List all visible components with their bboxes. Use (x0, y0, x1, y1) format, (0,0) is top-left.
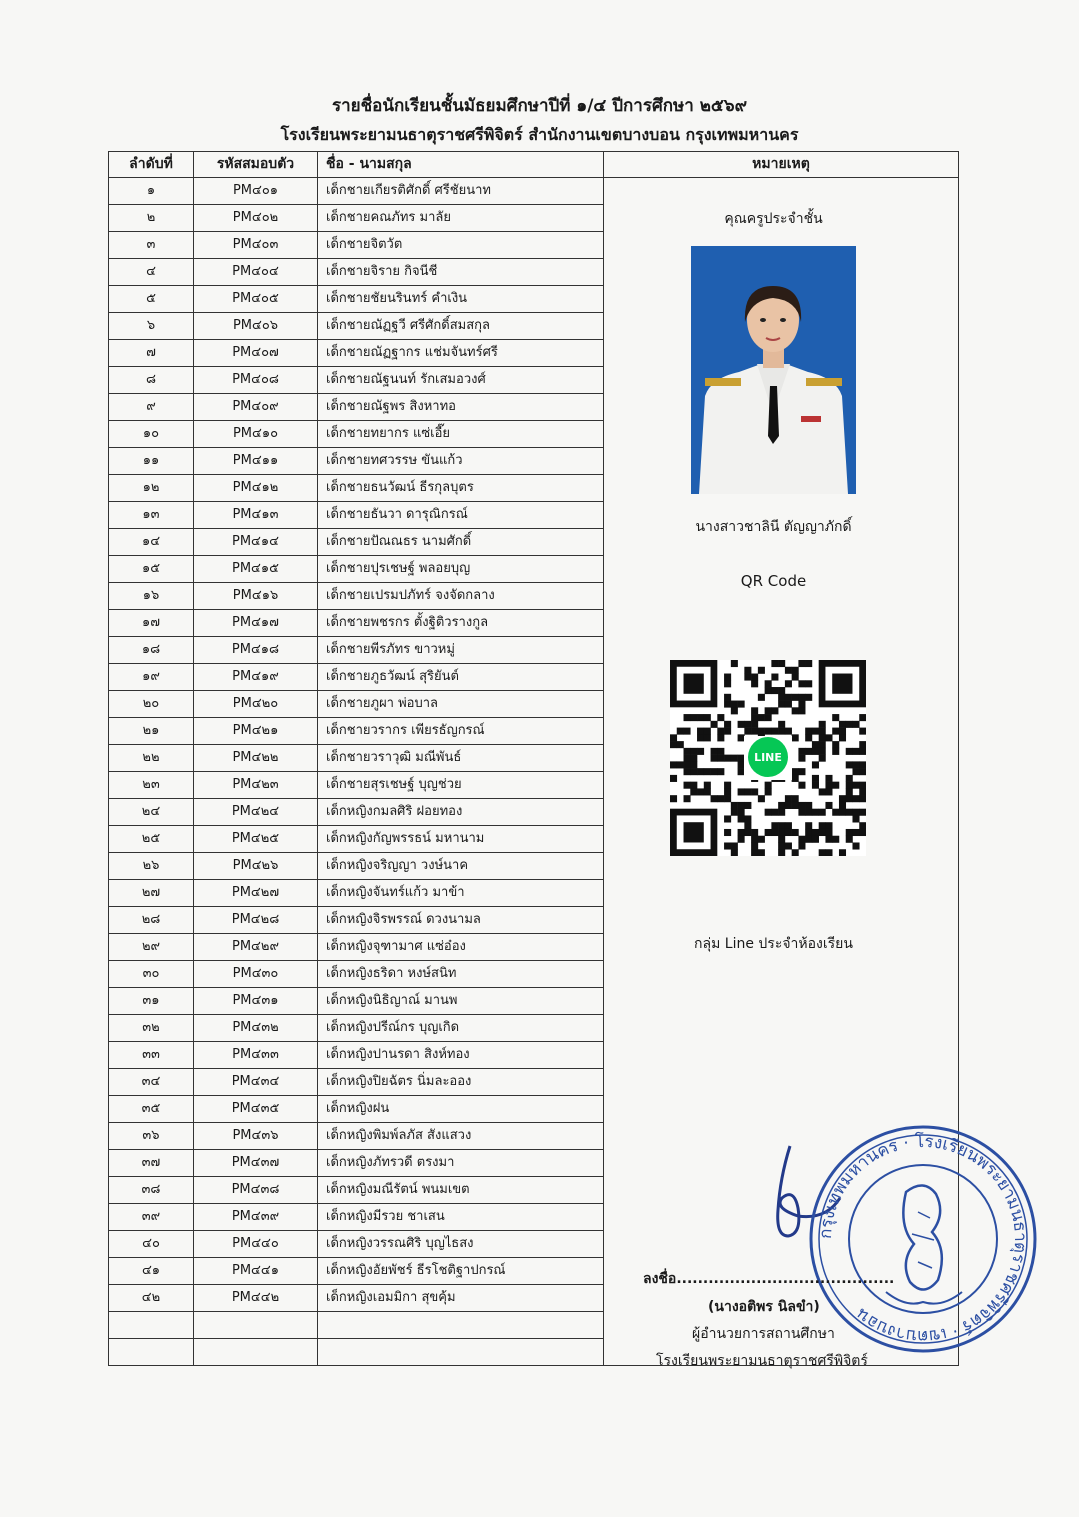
school-seal (806, 1122, 1040, 1356)
row-name: เด็กหญิงมณีรัตน์ พนมเขต (318, 1177, 604, 1204)
header-number: ลำดับที่ (109, 152, 194, 178)
row-code: PM๔๔๐ (194, 1231, 318, 1258)
row-name: เด็กหญิงธริดา หงษ์สนิท (318, 961, 604, 988)
row-code: PM๔๒๔ (194, 799, 318, 826)
row-code: PM๔๑๘ (194, 637, 318, 664)
row-name: เด็กหญิงกมลศิริ ฝอยทอง (318, 799, 604, 826)
row-number: ๔๐ (109, 1231, 194, 1258)
row-number: ๓๖ (109, 1123, 194, 1150)
row-code: PM๔๐๒ (194, 205, 318, 232)
row-code: PM๔๓๙ (194, 1204, 318, 1231)
teacher-photo (691, 246, 856, 494)
row-name: เด็กชายธนวัฒน์ ธีรกุลบุตร (318, 475, 604, 502)
row-name: เด็กชายจิตวัต (318, 232, 604, 259)
page-title: รายชื่อนักเรียนชั้นมัธยมศึกษาปีที่ ๑/๔ ปีการศึกษา ๒๕๖๙ (331, 96, 748, 116)
row-name: เด็กหญิงจริญญา วงษ์นาค (318, 853, 604, 880)
row-number: ๕ (109, 286, 194, 313)
row-number: ๓ (109, 232, 194, 259)
row-name: เด็กหญิงอัยพัชร์ ธีรโชติฐาปกรณ์ (318, 1258, 604, 1285)
table-row (109, 880, 959, 907)
row-number: ๒๙ (109, 934, 194, 961)
row-code: PM๔๑๔ (194, 529, 318, 556)
row-remark (604, 178, 959, 205)
row-remark (604, 1069, 959, 1096)
line-group-caption: กลุ่ม Line ประจำห้องเรียน (694, 936, 853, 952)
row-number: ๘ (109, 367, 194, 394)
signer-position: ผู้อำนวยการสถานศึกษา (692, 1326, 835, 1342)
row-name: เด็กชายเกียรติศักดิ์ ศรีชัยนาท (318, 178, 604, 205)
row-number: ๑๙ (109, 664, 194, 691)
signer-school: โรงเรียนพระยามนธาตุราชศรีพิจิตร์ (656, 1353, 868, 1369)
row-code: PM๔๒๕ (194, 826, 318, 853)
row-remark (604, 1015, 959, 1042)
row-code: PM๔๒๖ (194, 853, 318, 880)
table-row (109, 1096, 959, 1123)
row-code: PM๔๓๗ (194, 1150, 318, 1177)
row-name: เด็กหญิงมีรวย ชาเสน (318, 1204, 604, 1231)
row-number: ๖ (109, 313, 194, 340)
row-name: เด็กหญิงจุฑามาศ แซ่อ๋อง (318, 934, 604, 961)
row-number: ๑๕ (109, 556, 194, 583)
row-name: เด็กหญิงฝน (318, 1096, 604, 1123)
row-remark (604, 988, 959, 1015)
line-qr-code[interactable] (670, 660, 866, 856)
row-name: เด็กชายคณภัทร มาลัย (318, 205, 604, 232)
row-remark (604, 853, 959, 880)
row-code: PM๔๑๙ (194, 664, 318, 691)
row-number: ๑๗ (109, 610, 194, 637)
table-row (109, 1042, 959, 1069)
signer-name: (นางอติพร นิลขำ) (708, 1299, 820, 1315)
teacher-heading: คุณครูประจำชั้น (724, 211, 823, 227)
table-row (109, 610, 959, 637)
row-code: PM๔๒๑ (194, 718, 318, 745)
row-code: PM๔๒๐ (194, 691, 318, 718)
row-name: เด็กชายณัฏฐากร แช่มจันทร์ศรี (318, 340, 604, 367)
sign-line: ลงชื่อ......................................... (643, 1271, 895, 1287)
row-code: PM๔๓๘ (194, 1177, 318, 1204)
row-number: ๔ (109, 259, 194, 286)
row-name: เด็กหญิงจันทร์แก้ว มาข้า (318, 880, 604, 907)
table-row (109, 907, 959, 934)
row-code: PM๔๐๔ (194, 259, 318, 286)
line-logo-text: LINE (754, 751, 782, 764)
row-number (109, 1339, 194, 1366)
row-name (318, 1339, 604, 1366)
row-remark (604, 961, 959, 988)
row-name: เด็กหญิงวรรณศิริ บุญไธสง (318, 1231, 604, 1258)
row-name: เด็กชายทยากร แซ่เอี๊ย (318, 421, 604, 448)
row-number: ๑๖ (109, 583, 194, 610)
row-name: เด็กหญิงนิธิญาณ์ มานพ (318, 988, 604, 1015)
row-name: เด็กหญิงภัทรวดี ตรงมา (318, 1150, 604, 1177)
row-code: PM๔๑๗ (194, 610, 318, 637)
row-name: เด็กชายณัฏฐวี ศรีศักดิ์สมสกุล (318, 313, 604, 340)
row-number: ๑๑ (109, 448, 194, 475)
row-name: เด็กชายพชรกร ตั้งฐิติวรางกูล (318, 610, 604, 637)
table-row (109, 961, 959, 988)
header-remark: หมายเหตุ (604, 152, 959, 178)
row-remark (604, 880, 959, 907)
row-code: PM๔๓๒ (194, 1015, 318, 1042)
row-name: เด็กชายปุรเชษฐ์ พลอยบุญ (318, 556, 604, 583)
row-number: ๒๕ (109, 826, 194, 853)
row-name: เด็กชายเปรมปภัทร์ จงจัดกลาง (318, 583, 604, 610)
row-number: ๒ (109, 205, 194, 232)
row-number: ๓๕ (109, 1096, 194, 1123)
row-number: ๓๐ (109, 961, 194, 988)
row-name: เด็กหญิงปานรดา สิงห์ทอง (318, 1042, 604, 1069)
row-number: ๒๔ (109, 799, 194, 826)
row-name: เด็กชายทศวรรษ ขันแก้ว (318, 448, 604, 475)
row-code: PM๔๑๖ (194, 583, 318, 610)
row-number: ๑๓ (109, 502, 194, 529)
table-header-row (109, 152, 959, 178)
row-number: ๓๗ (109, 1150, 194, 1177)
table-row (109, 853, 959, 880)
row-name: เด็กชายธันวา ดารุณิกรณ์ (318, 502, 604, 529)
row-code: PM๔๓๕ (194, 1096, 318, 1123)
row-code: PM๔๔๒ (194, 1285, 318, 1312)
row-code: PM๔๑๑ (194, 448, 318, 475)
row-number: ๑ (109, 178, 194, 205)
row-code: PM๔๒๗ (194, 880, 318, 907)
row-code: PM๔๑๕ (194, 556, 318, 583)
row-name: เด็กชายชัยนรินทร์ คำเงิน (318, 286, 604, 313)
row-code: PM๔๐๕ (194, 286, 318, 313)
row-code: PM๔๔๑ (194, 1258, 318, 1285)
row-name: เด็กหญิงปรีณ์กร บุญเกิด (318, 1015, 604, 1042)
row-code: PM๔๐๙ (194, 394, 318, 421)
row-code (194, 1339, 318, 1366)
row-code: PM๔๐๗ (194, 340, 318, 367)
row-remark (604, 1042, 959, 1069)
table-row (109, 1069, 959, 1096)
row-number: ๑๒ (109, 475, 194, 502)
page-subtitle: โรงเรียนพระยามนธาตุราชศรีพิจิตร์ สำนักงานเขตบางบอน กรุงเทพมหานคร (280, 125, 799, 144)
row-code: PM๔๐๑ (194, 178, 318, 205)
header-name: ชื่อ - นามสกุล (318, 152, 604, 178)
row-code: PM๔๒๘ (194, 907, 318, 934)
row-number: ๒๑ (109, 718, 194, 745)
row-number: ๒๗ (109, 880, 194, 907)
row-code: PM๔๓๐ (194, 961, 318, 988)
row-name: เด็กชายณัฐนนท์ รักเสมอวงศ์ (318, 367, 604, 394)
row-code: PM๔๒๓ (194, 772, 318, 799)
row-remark (604, 907, 959, 934)
row-code: PM๔๓๔ (194, 1069, 318, 1096)
row-remark (604, 1096, 959, 1123)
seal-text: กรุงเทพมหานคร · โรงเรียนพระยามนธาตุราชศรีพิจิตร์ · เขตบางบอน (815, 1131, 1031, 1347)
row-name: เด็กชายพีรภัทร ขาวหมู่ (318, 637, 604, 664)
row-number: ๓๑ (109, 988, 194, 1015)
row-remark (604, 610, 959, 637)
row-number: ๒๐ (109, 691, 194, 718)
row-number (109, 1312, 194, 1339)
row-name: เด็กชายจิราย กิจนีชี (318, 259, 604, 286)
row-code: PM๔๑๒ (194, 475, 318, 502)
table-row (109, 178, 959, 205)
row-code: PM๔๓๓ (194, 1042, 318, 1069)
row-code: PM๔๒๙ (194, 934, 318, 961)
row-name: เด็กหญิงกัญพรรธน์ มหานาม (318, 826, 604, 853)
table-row (109, 988, 959, 1015)
row-name: เด็กหญิงปิยฉัตร นิ่มละออง (318, 1069, 604, 1096)
row-number: ๑๘ (109, 637, 194, 664)
teacher-name: นางสาวชาลินี ตัญญาภักดิ์ (695, 519, 852, 535)
row-name: เด็กชายวราวุฒิ มณีพันธ์ (318, 745, 604, 772)
row-number: ๓๔ (109, 1069, 194, 1096)
row-code: PM๔๑๓ (194, 502, 318, 529)
row-code: PM๔๐๓ (194, 232, 318, 259)
row-name: เด็กชายสุรเชษฐ์ บุญช่วย (318, 772, 604, 799)
row-code: PM๔๐๖ (194, 313, 318, 340)
row-name: เด็กหญิงเอมมิกา สุขคุ้ม (318, 1285, 604, 1312)
row-number: ๑๐ (109, 421, 194, 448)
row-number: ๒๖ (109, 853, 194, 880)
row-number: ๔๒ (109, 1285, 194, 1312)
row-number: ๒๓ (109, 772, 194, 799)
row-number: ๓๘ (109, 1177, 194, 1204)
table-row (109, 1015, 959, 1042)
row-name: เด็กชายภูผา พ่อบาล (318, 691, 604, 718)
row-name: เด็กชายวรากร เพียรธัญกรณ์ (318, 718, 604, 745)
row-name: เด็กหญิงพิมพ์ลภัส สังแสวง (318, 1123, 604, 1150)
row-code: PM๔๒๒ (194, 745, 318, 772)
row-number: ๓๒ (109, 1015, 194, 1042)
row-number: ๙ (109, 394, 194, 421)
header-code: รหัสสมอบตัว (194, 152, 318, 178)
row-name: เด็กชายภูธวัฒน์ สุริยันต์ (318, 664, 604, 691)
row-name: เด็กชายณัฐพร สิงหาทอ (318, 394, 604, 421)
row-code: PM๔๐๘ (194, 367, 318, 394)
row-number: ๓๙ (109, 1204, 194, 1231)
row-number: ๗ (109, 340, 194, 367)
row-number: ๒๘ (109, 907, 194, 934)
qr-label: QR Code (740, 572, 807, 590)
row-name: เด็กชายปัณณธร นามศักดิ์ (318, 529, 604, 556)
row-number: ๑๔ (109, 529, 194, 556)
row-number: ๓๓ (109, 1042, 194, 1069)
row-number: ๔๑ (109, 1258, 194, 1285)
row-name (318, 1312, 604, 1339)
row-number: ๒๒ (109, 745, 194, 772)
row-code: PM๔๓๑ (194, 988, 318, 1015)
row-name: เด็กหญิงจิรพรรณ์ ดวงนามล (318, 907, 604, 934)
row-code: PM๔๓๖ (194, 1123, 318, 1150)
row-code: PM๔๑๐ (194, 421, 318, 448)
row-code (194, 1312, 318, 1339)
